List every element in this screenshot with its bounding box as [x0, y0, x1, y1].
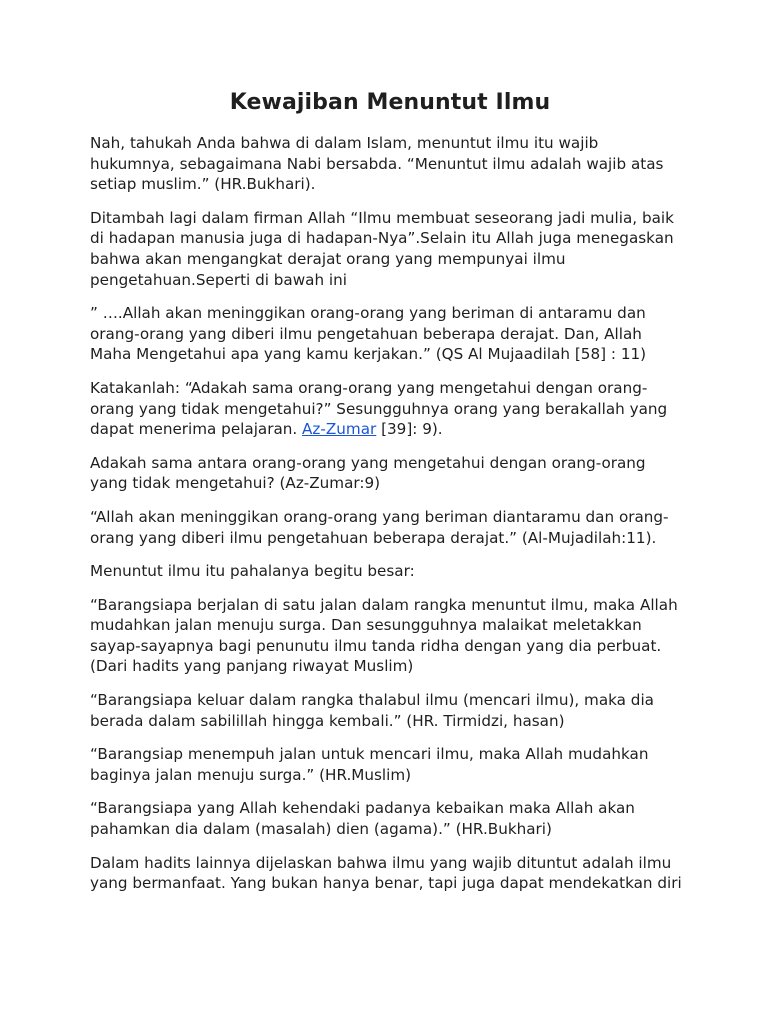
text-line: (Dari hadits yang panjang riwayat Muslim): [90, 657, 414, 676]
paragraph-5: [90, 453, 690, 494]
link-suffix-text: [39]: 9).: [376, 420, 443, 439]
text-line: hukumnya, sebagaimana Nabi bersabda. “Menuntut ilmu adalah wajib atas: [90, 154, 664, 173]
text-line: ” ….Allah akan meninggikan orang-orang yang beriman di antaramu dan: [90, 304, 646, 323]
text-line: “Barangsiapa yang Allah kehendaki padanya kebaikan maka Allah akan: [90, 799, 635, 818]
text-line: Maha Mengetahui apa yang kamu kerjakan.” (QS Al Mujaadilah [58] : 11): [90, 345, 647, 364]
paragraph-7: [90, 561, 690, 582]
text-line: “Allah akan meninggikan orang-orang yang beriman diantaramu dan orang-: [90, 507, 669, 526]
text-line: berada dalam sabilillah hingga kembali.” (HR. Tirmidzi, hasan): [90, 711, 565, 730]
text-line: bahwa akan mengangkat derajat orang yang mempunyai ilmu: [90, 249, 566, 268]
paragraph-6: [90, 507, 690, 548]
text-line: baginya jalan menuju surga.” (HR.Muslim): [90, 765, 412, 784]
text-line: “Barangsiapa keluar dalam rangka thalabul ilmu (mencari ilmu), maka dia: [90, 691, 654, 710]
text-line: pengetahuan.Seperti di bawah ini: [90, 270, 347, 289]
text-line: Menuntut ilmu itu pahalanya begitu besar:: [90, 562, 415, 581]
text-line: “Barangsiap menempuh jalan untuk mencari ilmu, maka Allah mudahkan: [90, 745, 649, 764]
paragraph-3: [90, 303, 690, 365]
text-line: Dalam hadits lainnya dijelaskan bahwa ilmu yang wajib dituntut adalah ilmu: [90, 853, 672, 872]
text-line-with-link: [90, 419, 690, 440]
paragraph-12: [90, 853, 690, 894]
text-line: di hadapan manusia juga di hadapan-Nya”.Selain itu Allah juga menegaskan: [90, 229, 674, 248]
paragraph-11: [90, 798, 690, 839]
text-line: orang-orang yang diberi ilmu pengetahuan beberapa derajat. Dan, Allah: [90, 324, 642, 343]
az-zumar-link[interactable]: Az-Zumar: [302, 420, 377, 439]
paragraph-10: [90, 744, 690, 785]
text-line: Ditambah lagi dalam firman Allah “Ilmu membuat seseorang jadi mulia, baik: [90, 208, 674, 227]
text-line: yang tidak mengetahui? (Az-Zumar:9): [90, 474, 381, 493]
paragraph-1: [90, 133, 690, 195]
text-line: pahamkan dia dalam (masalah) dien (agama).” (HR.Bukhari): [90, 820, 552, 839]
text-line: Nah, tahukah Anda bahwa di dalam Islam, menuntut ilmu itu wajib: [90, 134, 599, 152]
paragraph-2: [90, 208, 690, 290]
text-line: yang bermanfaat. Yang bukan hanya benar, tapi juga dapat mendekatkan diri: [90, 874, 682, 893]
text-line: orang yang tidak mengetahui?” Sesungguhnya orang yang berakallah yang: [90, 399, 668, 418]
paragraph-8: [90, 595, 690, 677]
paragraph-4: [90, 378, 690, 440]
text-line: mudahkan jalan menuju surga. Dan sesungguhnya malaikat meletakkan: [90, 616, 642, 635]
document-title: Kewajiban Menuntut Ilmu: [229, 90, 551, 115]
document-page: [90, 88, 690, 907]
text-line: “Barangsiapa berjalan di satu jalan dalam rangka menuntut ilmu, maka Allah: [90, 595, 678, 614]
paragraph-9: [90, 690, 690, 731]
text-line: Adakah sama antara orang-orang yang mengetahui dengan orang-orang: [90, 453, 646, 472]
text-line: Katakanlah: “Adakah sama orang-orang yang mengetahui dengan orang-: [90, 378, 648, 397]
text-line: sayap-sayapnya bagi penunutu ilmu tanda ridha dengan yang dia perbuat.: [90, 636, 662, 655]
text-line: setiap muslim.” (HR.Bukhari).: [90, 175, 316, 194]
link-prefix-text: dapat menerima pelajaran.: [90, 420, 303, 439]
text-line: orang yang diberi ilmu pengetahuan beberapa derajat.” (Al-Mujadilah:11).: [90, 528, 657, 547]
